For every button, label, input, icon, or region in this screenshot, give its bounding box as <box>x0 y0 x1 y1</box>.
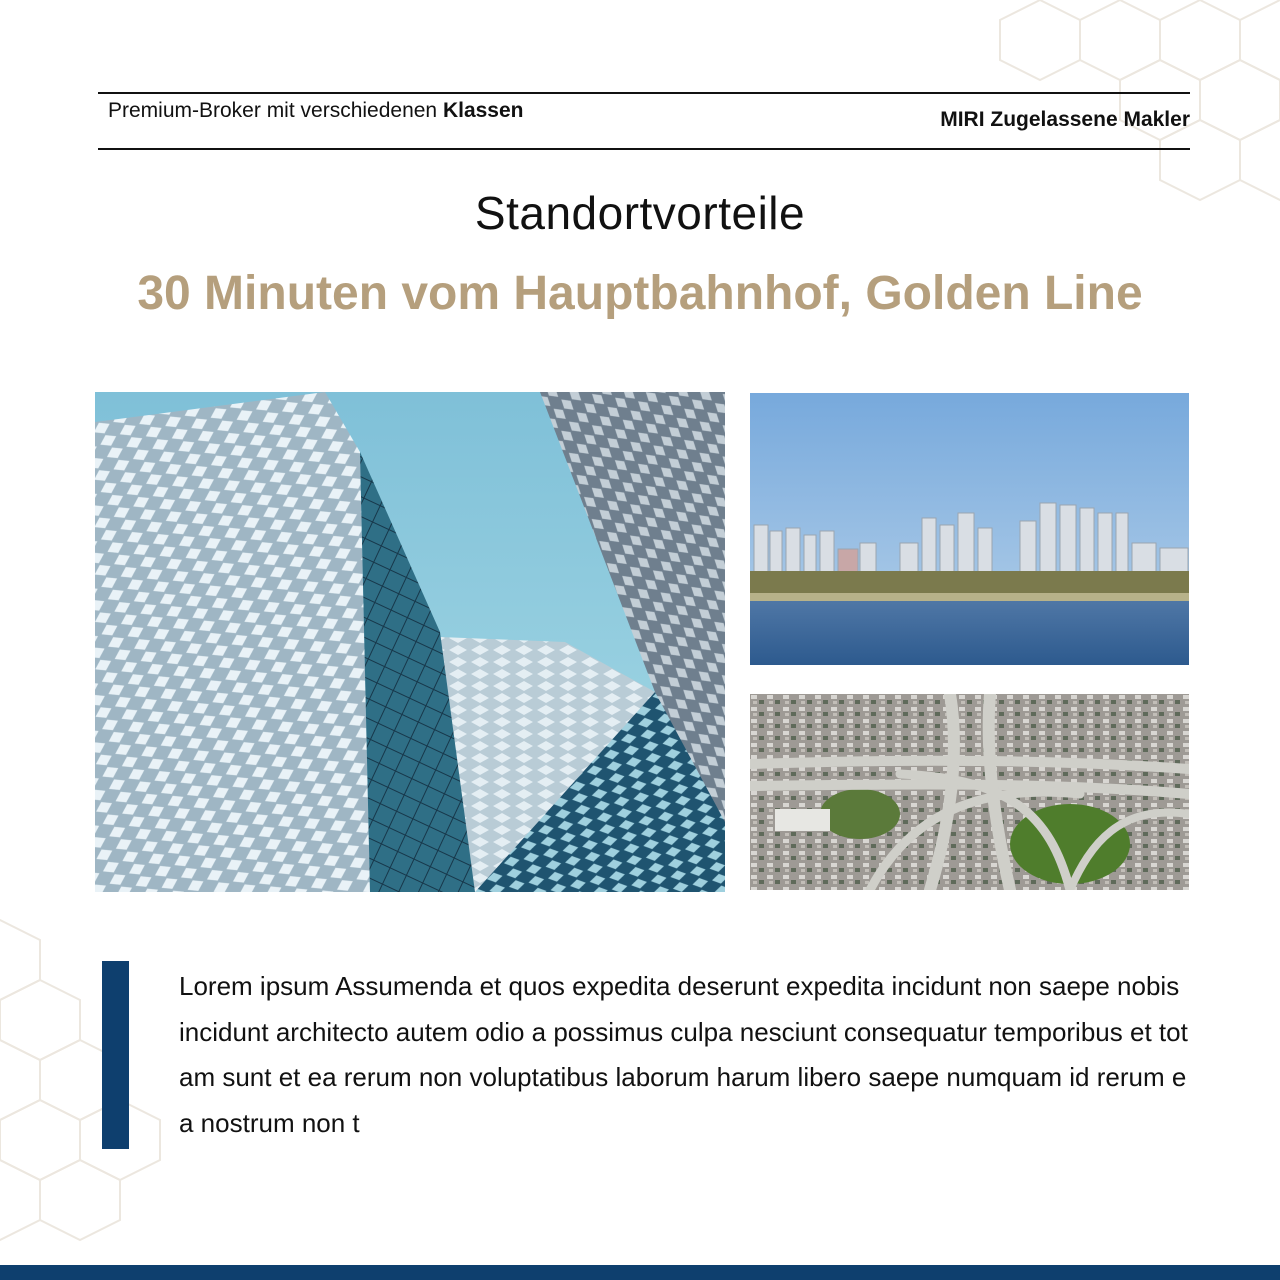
section-title: Standortvorteile <box>474 187 806 239</box>
tagline-bold: Klassen <box>442 99 524 122</box>
header-tagline <box>108 97 578 125</box>
brand-name: MIRI Zugelassene Makler <box>940 108 1190 131</box>
headline: 30 Minuten vom Hauptbahnhof, Golden Line <box>137 267 1143 320</box>
accent-bar <box>102 961 129 1149</box>
header-bar <box>98 92 1190 150</box>
tagline-regular: Premium-Broker mit verschiedenen <box>108 99 443 122</box>
highway-interchange-photo <box>750 694 1189 890</box>
skyscraper-photo <box>95 392 725 892</box>
footer-bar <box>0 1265 1280 1280</box>
body-paragraph: Lorem ipsum Assumenda et quos expedita deserunt expedita incidunt non saepe nobis incidunt architecto autem odio a possimus culpa nesciunt consequatur temporibus et totam sunt et ea rerum non voluptatibus laborum harum libero saepe numquam id rerum ea nostrum non t <box>179 971 1188 1138</box>
river-skyline-photo <box>750 393 1189 665</box>
hex-pattern-bottom-left <box>0 900 200 1260</box>
